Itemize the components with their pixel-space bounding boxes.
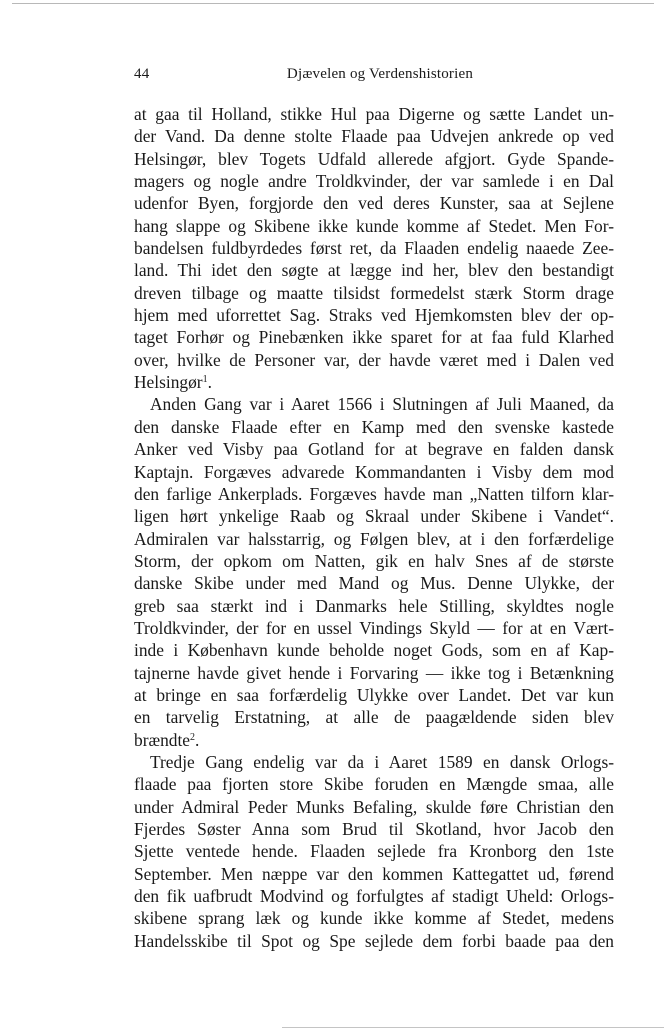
text-line: flaade paa fjorten store Skibe foruden en Mængde smaa, alle [134,774,614,795]
text-line: Kaptajn. Forgæves advarede Kommandanten i Visby dem mod [134,461,614,482]
line-text: Helsingør [134,372,203,393]
text-line: en tarvelig Erstatning, at alle de paagældende siden blev [134,707,614,728]
text-line [134,371,614,393]
text-line: danske Skibe under med Mand og Mus. Denne Ulykke, der [134,573,614,594]
text-line: der Vand. Da denne stolte Flaade paa Udvejen ankrede op ved [134,126,614,147]
text-line: Tredje Gang endelig var da i Aaret 1589 en dansk Orlogs- [150,751,614,772]
text-line: den farlige Ankerplads. Forgæves havde man „Natten tilforn klar- [134,483,614,504]
text-line: greb saa stærkt ind i Danmarks hele Stilling, skyldtes nogle [134,595,614,616]
text-line: over, hvilke de Personer var, der havde været med i Dalen ved [134,349,614,370]
body-text [134,103,614,952]
text-line: Storm, der opkom om Natten, gik en halv Snes af de største [134,550,614,571]
text-line: Anden Gang var i Aaret 1566 i Slutningen af Juli Maaned, da [150,394,614,415]
running-title: Djævelen og Verdenshistorien [286,66,474,82]
text-line: den fik uafbrudt Modvind og forfulgtes af stadigt Uheld: Orlogs- [134,886,614,907]
text-line: hjem med uforrettet Sag. Straks ved Hjemkomsten blev der op- [134,305,614,326]
scan-edge-top [12,3,654,4]
text-line: Helsingør, blev Togets Udfald allerede afgjort. Gyde Spande- [134,148,614,169]
running-header [134,66,614,88]
text-line: Fjerdes Søster Anna som Brud til Skotland, hvor Jacob den [134,819,614,839]
text-line: Handelsskibe til Spot og Spe sejlede dem forbi baade paa den [134,930,614,951]
text-line: at bringe en saa forfærdelig Ulykke over Landet. Det var kun [134,684,614,705]
text-line [134,729,614,751]
text-line: inde i København kunde beholde noget Gods, som en af Kap- [134,640,614,661]
text-line: den danske Flaade efter en Kamp med den svenske kastede [134,416,614,437]
scan-edge-bottom [282,1027,664,1028]
text-line: at gaa til Holland, stikke Hul paa Digerne og sætte Landet un- [134,104,614,124]
text-line: Admiralen var halsstarrig, og Følgen blev, at i den forfærdelige [134,528,614,549]
text-line: ligen hørt ynkelige Raab og Skraal under Skibene i Vandet“. [134,506,614,527]
text-line: hang slappe og Skibene ikke kunde komme af Stedet. Men For- [134,215,614,236]
line-tail: . [207,372,212,393]
text-line: skibene sprang læk og kunde ikke komme af Stedet, medens [134,908,614,929]
text-line: dreven tilbage og maatte tilsidst formedelst stærk Storm drage [134,282,614,303]
line-tail: . [195,729,200,750]
text-line: under Admiral Peder Munks Befaling, skulde føre Christian den [134,796,614,817]
text-line: magers og nogle andre Troldkvinder, der var samlede i en Dal [134,171,614,192]
footnote-marker: 1 [202,374,208,386]
line-text: brændte [134,729,191,750]
text-line: taget Forhør og Pinebænken ikke sparet for at faa fuld Klarhed [134,327,614,348]
text-line: September. Men næppe var den kommen Kattegattet ud, førend [134,863,614,884]
footnote-marker: 2 [190,731,196,743]
text-line: tajnerne havde givet hende i Forvaring — ikke tog i Betænkning [134,662,614,683]
text-line: Troldkvinder, der for en ussel Vindings Skyld — for at en Vært- [134,617,614,638]
text-line: Sjette ventede hende. Flaaden sejlede fra Kronborg den 1ste [134,841,614,862]
text-line: udenfor Byen, forgjorde den ved deres Kunster, saa at Sejlene [134,193,614,214]
text-line: land. Thi idet den søgte at lægge ind her, blev den bestandigt [134,260,614,281]
page-number: 44 [134,66,150,82]
text-line: bandelsen fuldbyrdedes først ret, da Flaaden endelig naaede Zee- [134,238,614,259]
text-line: Anker ved Visby paa Gotland for at begrave en falden dansk [134,439,614,460]
